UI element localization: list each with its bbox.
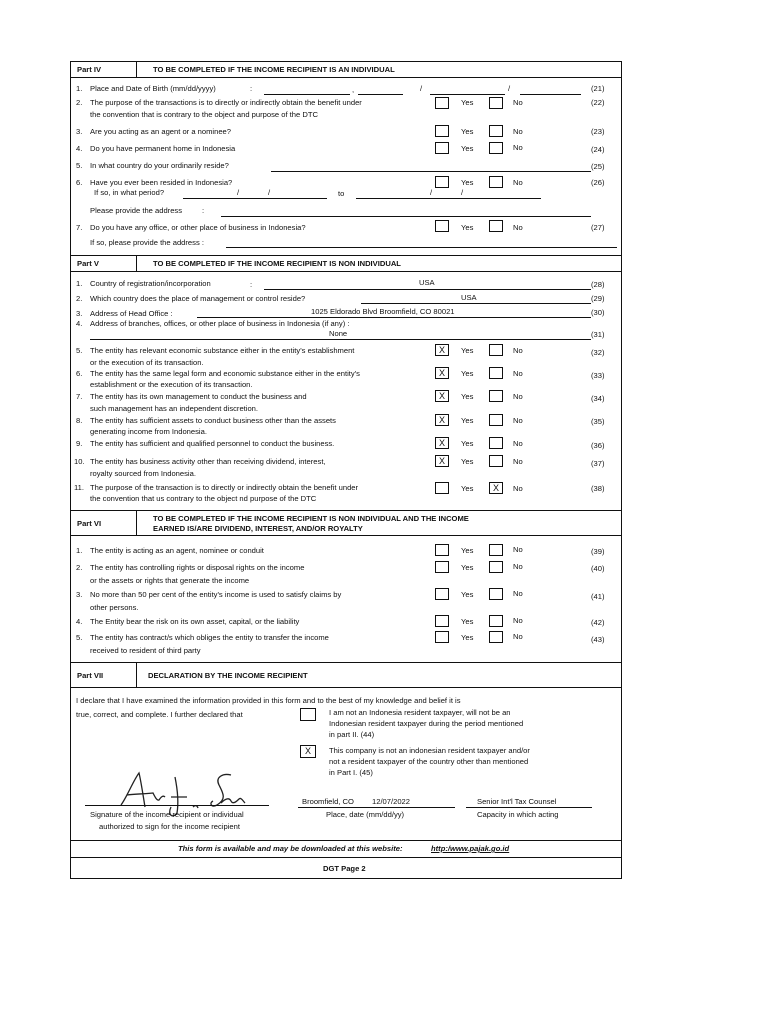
- question-number: 3.: [76, 590, 83, 599]
- question-label: The entity has contract/s which obliges the entity to transfer the income: [90, 633, 329, 642]
- ref-25: (25): [591, 162, 605, 171]
- address-label: If so, please provide the address :: [90, 238, 204, 247]
- yes-label: Yes: [461, 223, 474, 232]
- question-label: The entity has relevant economic substance either in the entity's establishment: [90, 346, 355, 355]
- yes-checkbox[interactable]: X: [435, 437, 449, 449]
- divider: [136, 662, 137, 687]
- question-number: 2.: [76, 98, 83, 107]
- yes-checkbox[interactable]: [435, 561, 449, 573]
- office-address-field[interactable]: [226, 247, 617, 248]
- form-page: [70, 61, 622, 879]
- yes-checkbox[interactable]: [435, 544, 449, 556]
- question-number: 3.: [76, 127, 83, 136]
- question-label: Do you have any office, or other place of business in Indonesia?: [90, 223, 306, 232]
- question-number: 1.: [76, 279, 83, 288]
- yes-label: Yes: [461, 98, 474, 107]
- no-checkbox[interactable]: [489, 561, 503, 573]
- divider: [136, 510, 137, 535]
- yes-label: Yes: [461, 392, 474, 401]
- ref-21: (21): [591, 84, 605, 93]
- capacity-value: Senior Int'l Tax Counsel: [477, 797, 557, 806]
- question-number: 6.: [76, 369, 83, 378]
- birth-day-field[interactable]: [430, 94, 505, 95]
- download-link[interactable]: http:/www.pajak.go.id: [431, 844, 510, 853]
- question-number: 4.: [76, 319, 83, 328]
- part-v-title: TO BE COMPLETED IF THE INCOME RECIPIENT IS NON INDIVIDUAL: [153, 259, 401, 268]
- yes-label: Yes: [461, 546, 474, 555]
- yes-checkbox[interactable]: [435, 176, 449, 188]
- ref-36: (36): [591, 441, 605, 450]
- question-label-cont: or the execution of its transaction.: [90, 358, 204, 367]
- slash: /: [420, 84, 423, 93]
- question-label: Have you ever been resided in Indonesia?: [90, 178, 233, 187]
- no-checkbox[interactable]: [489, 588, 503, 600]
- question-number: 4.: [76, 617, 83, 626]
- ref-23: (23): [591, 127, 605, 136]
- yes-checkbox[interactable]: [435, 125, 449, 137]
- divider: [71, 857, 621, 858]
- part-vii-title: DECLARATION BY THE INCOME RECIPIENT: [148, 671, 308, 680]
- country-value: USA: [419, 278, 435, 287]
- yes-checkbox[interactable]: [435, 482, 449, 494]
- management-field-line: [361, 303, 591, 304]
- no-label: No: [513, 616, 523, 625]
- part-vii-label: Part VII: [77, 671, 104, 680]
- question-label: Address of branches, offices, or other place of business in Indonesia (if any) :: [90, 319, 350, 328]
- ref-28: (28): [591, 280, 605, 289]
- question-label-cont: the convention that us contrary to the object nd purpose of the DTC: [90, 494, 317, 503]
- no-label: No: [513, 484, 523, 493]
- question-label: The entity has business activity other than receiving dividend, interest,: [90, 457, 326, 466]
- yes-checkbox[interactable]: X: [435, 414, 449, 426]
- question-label-cont: the convention that is contrary to the object and purpose of the DTC: [90, 110, 318, 119]
- period-from-field[interactable]: [183, 198, 327, 199]
- ref-31: (31): [591, 330, 605, 339]
- question-label-cont: received to resident of third party: [90, 646, 201, 655]
- no-checkbox[interactable]: [489, 455, 503, 467]
- question-number: 5.: [76, 633, 83, 642]
- part-vi-title-cont: EARNED IS/ARE DIVIDEND, INTEREST, AND/OR ROYALTY: [153, 524, 363, 533]
- signing-date: 12/07/2022: [372, 797, 411, 806]
- colon: :: [250, 280, 253, 289]
- option-2-text-cont: in Part I. (45): [329, 768, 373, 777]
- no-checkbox[interactable]: [489, 125, 503, 137]
- question-label-cont: generating income from Indonesia.: [90, 427, 207, 436]
- question-number: 7.: [76, 392, 83, 401]
- ref-27: (27): [591, 223, 605, 232]
- yes-checkbox[interactable]: X: [435, 390, 449, 402]
- branches-value: None: [329, 329, 348, 338]
- management-country-value: USA: [461, 293, 477, 302]
- question-label-cont: If so, in what period?: [94, 188, 165, 197]
- option-2-checkbox[interactable]: X: [300, 745, 316, 758]
- no-checkbox[interactable]: [489, 344, 503, 356]
- slash: /: [508, 84, 511, 93]
- yes-checkbox[interactable]: [435, 220, 449, 232]
- no-checkbox[interactable]: [489, 437, 503, 449]
- yes-checkbox[interactable]: [435, 631, 449, 643]
- head-office-value: 1025 Eldorado Blvd Broomfield, CO 80021: [311, 307, 455, 316]
- ref-37: (37): [591, 459, 605, 468]
- no-checkbox[interactable]: [489, 615, 503, 627]
- ref-38: (38): [591, 484, 605, 493]
- slash: /: [461, 188, 464, 197]
- no-checkbox[interactable]: [489, 631, 503, 643]
- ref-43: (43): [591, 635, 605, 644]
- option-1-text-cont: in part II. (44): [329, 730, 375, 739]
- question-label: The entity is acting as an agent, nominee or conduit: [90, 546, 264, 555]
- address-label: Please provide the address: [90, 206, 183, 215]
- question-number: 9.: [76, 439, 83, 448]
- yes-checkbox[interactable]: X: [435, 344, 449, 356]
- slash: /: [430, 188, 433, 197]
- option-2-text-cont: not a resident taxpayer of the country other than mentioned: [329, 757, 529, 766]
- yes-label: Yes: [461, 439, 474, 448]
- birth-year-field[interactable]: [520, 94, 581, 95]
- no-checkbox[interactable]: [489, 390, 503, 402]
- question-label-cont: other persons.: [90, 603, 139, 612]
- part-iv-title: TO BE COMPLETED IF THE INCOME RECIPIENT IS AN INDIVIDUAL: [153, 65, 395, 74]
- option-1-checkbox[interactable]: [300, 708, 316, 721]
- question-number: 8.: [76, 416, 83, 425]
- question-label: The entity has sufficient and qualified personnel to conduct the business.: [90, 439, 335, 448]
- part-iv-label: Part IV: [77, 65, 102, 74]
- ref-41: (41): [591, 592, 605, 601]
- no-checkbox[interactable]: [489, 544, 503, 556]
- question-number: 1.: [76, 546, 83, 555]
- head-office-field-line: [197, 317, 591, 318]
- no-checkbox[interactable]: [489, 220, 503, 232]
- ref-34: (34): [591, 394, 605, 403]
- country-field-line: [264, 289, 591, 290]
- comma: ,: [352, 85, 355, 94]
- question-label: The entity has the same legal form and economic substance either in the entity's: [90, 369, 360, 378]
- signature-label: Signature of the income recipient or individual: [90, 810, 244, 819]
- question-label: The entity has sufficient assets to conduct business other than the assets: [90, 416, 336, 425]
- no-checkbox[interactable]: [489, 142, 503, 154]
- question-label-cont: royalty sourced from Indonesia.: [90, 469, 196, 478]
- divider: [71, 271, 621, 272]
- download-note: This form is available and may be downloaded at this website:: [178, 844, 403, 853]
- no-label: No: [513, 223, 523, 232]
- place-date-line[interactable]: [298, 807, 455, 808]
- ref-39: (39): [591, 547, 605, 556]
- question-number: 3.: [76, 309, 83, 318]
- yes-checkbox[interactable]: [435, 588, 449, 600]
- no-label: No: [513, 457, 523, 466]
- yes-label: Yes: [461, 127, 474, 136]
- signing-place: Broomfield, CO: [302, 797, 354, 806]
- no-label: No: [513, 178, 523, 187]
- question-label: The entity has controlling rights or disposal rights on the income: [90, 563, 305, 572]
- slash: /: [268, 188, 271, 197]
- question-label: Do you have permanent home in Indonesia: [90, 144, 236, 153]
- no-checkbox[interactable]: X: [489, 482, 503, 494]
- question-label: Which country does the place of management or control reside?: [90, 294, 306, 303]
- ref-33: (33): [591, 371, 605, 380]
- signature-line[interactable]: [85, 805, 269, 806]
- capacity-line[interactable]: [466, 807, 592, 808]
- yes-label: Yes: [461, 457, 474, 466]
- question-label: Country of registration/incorporation: [90, 279, 211, 288]
- page-label: DGT Page 2: [323, 864, 366, 873]
- question-label: The Entity bear the risk on its own asset, capital, or the liability: [90, 617, 300, 626]
- yes-checkbox[interactable]: [435, 97, 449, 109]
- residence-country-field[interactable]: [271, 171, 591, 172]
- question-label-cont: or the assets or rights that generate the income: [90, 576, 250, 585]
- ref-40: (40): [591, 564, 605, 573]
- no-checkbox[interactable]: [489, 367, 503, 379]
- question-label-cont: establishment or the execution of its transaction.: [90, 380, 253, 389]
- no-checkbox[interactable]: [489, 414, 503, 426]
- ref-32: (32): [591, 348, 605, 357]
- option-1-text: I am not an Indonesia resident taxpayer, will not be an: [329, 708, 511, 717]
- colon: :: [250, 84, 253, 93]
- question-number: 7.: [76, 223, 83, 232]
- to-label: to: [338, 189, 345, 198]
- yes-label: Yes: [461, 484, 474, 493]
- yes-label: Yes: [461, 178, 474, 187]
- question-number: 4.: [76, 144, 83, 153]
- question-label-cont: such management has an independent discretion.: [90, 404, 259, 413]
- question-label: Place and Date of Birth (mm/dd/yyyy): [90, 84, 216, 93]
- question-label: Are you acting as an agent or a nominee?: [90, 127, 231, 136]
- no-label: No: [513, 392, 523, 401]
- yes-label: Yes: [461, 563, 474, 572]
- yes-checkbox[interactable]: [435, 615, 449, 627]
- no-label: No: [513, 545, 523, 554]
- question-label: Address of Head Office :: [90, 309, 173, 318]
- yes-label: Yes: [461, 617, 474, 626]
- no-checkbox[interactable]: [489, 176, 503, 188]
- yes-checkbox[interactable]: X: [435, 367, 449, 379]
- capacity-label: Capacity in which acting: [477, 810, 559, 819]
- no-label: No: [513, 632, 523, 641]
- indonesia-address-field[interactable]: [221, 216, 591, 217]
- colon: :: [202, 206, 205, 215]
- no-label: No: [513, 589, 523, 598]
- question-number: 1.: [76, 84, 83, 93]
- question-label: In what country do your ordinarily reside?: [90, 161, 229, 170]
- option-2-text: This company is not an indonesian resident taxpayer and/or: [329, 746, 530, 755]
- no-label: No: [513, 416, 523, 425]
- no-label: No: [513, 98, 523, 107]
- yes-label: Yes: [461, 633, 474, 642]
- part-v-label: Part V: [77, 259, 99, 268]
- divider: [71, 687, 621, 688]
- no-label: No: [513, 369, 523, 378]
- period-to-field[interactable]: [356, 198, 541, 199]
- no-label: No: [513, 127, 523, 136]
- question-label: The purpose of the transaction is to directly or indirectly obtain the benefit under: [90, 483, 359, 492]
- question-label: The entity has its own management to conduct the business and: [90, 392, 307, 401]
- option-1-text-cont: Indonesian resident taxpayer during the period mentioned: [329, 719, 524, 728]
- declaration-text-cont: true, correct, and complete. I further declared that: [76, 710, 243, 719]
- birth-month-field[interactable]: [358, 94, 403, 95]
- question-number: 5.: [76, 161, 83, 170]
- place-date-label: Place, date (mm/dd/yy): [326, 810, 405, 819]
- yes-label: Yes: [461, 144, 474, 153]
- yes-checkbox[interactable]: [435, 142, 449, 154]
- question-number: 6.: [76, 178, 83, 187]
- yes-checkbox[interactable]: X: [435, 455, 449, 467]
- question-label: No more than 50 per cent of the entity's income is used to satisfy claims by: [90, 590, 342, 599]
- yes-label: Yes: [461, 346, 474, 355]
- slash: /: [237, 188, 240, 197]
- part-vi-label: Part VI: [77, 519, 102, 528]
- question-label: The purpose of the transactions is to directly or indirectly obtain the benefit under: [90, 98, 362, 107]
- divider: [71, 510, 621, 511]
- no-checkbox[interactable]: [489, 97, 503, 109]
- divider: [136, 255, 137, 271]
- declaration-text: I declare that I have examined the information provided in this form and to the best of my knowledge and belief it is: [76, 696, 461, 705]
- question-number: 2.: [76, 563, 83, 572]
- yes-label: Yes: [461, 369, 474, 378]
- question-number: 11.: [74, 483, 84, 492]
- ref-29: (29): [591, 294, 605, 303]
- question-number: 5.: [76, 346, 83, 355]
- place-of-birth-field[interactable]: [264, 94, 350, 95]
- divider: [71, 255, 621, 256]
- question-number: 2.: [76, 294, 83, 303]
- divider: [71, 535, 621, 536]
- yes-label: Yes: [461, 590, 474, 599]
- ref-35: (35): [591, 417, 605, 426]
- divider: [71, 662, 621, 663]
- ref-30: (30): [591, 308, 605, 317]
- question-number: 10.: [74, 457, 85, 466]
- part-vi-title: TO BE COMPLETED IF THE INCOME RECIPIENT IS NON INDIVIDUAL AND THE INCOME: [153, 514, 469, 523]
- ref-22: (22): [591, 98, 605, 107]
- no-label: No: [513, 346, 523, 355]
- no-label: No: [513, 439, 523, 448]
- yes-label: Yes: [461, 416, 474, 425]
- divider: [136, 62, 137, 77]
- ref-42: (42): [591, 618, 605, 627]
- signature-label-cont: authorized to sign for the income recipient: [99, 822, 240, 831]
- ref-26: (26): [591, 178, 605, 187]
- ref-24: (24): [591, 145, 605, 154]
- divider: [71, 840, 621, 841]
- no-label: No: [513, 562, 523, 571]
- no-label: No: [513, 143, 523, 152]
- divider: [71, 77, 621, 78]
- branches-field-line: [90, 339, 591, 340]
